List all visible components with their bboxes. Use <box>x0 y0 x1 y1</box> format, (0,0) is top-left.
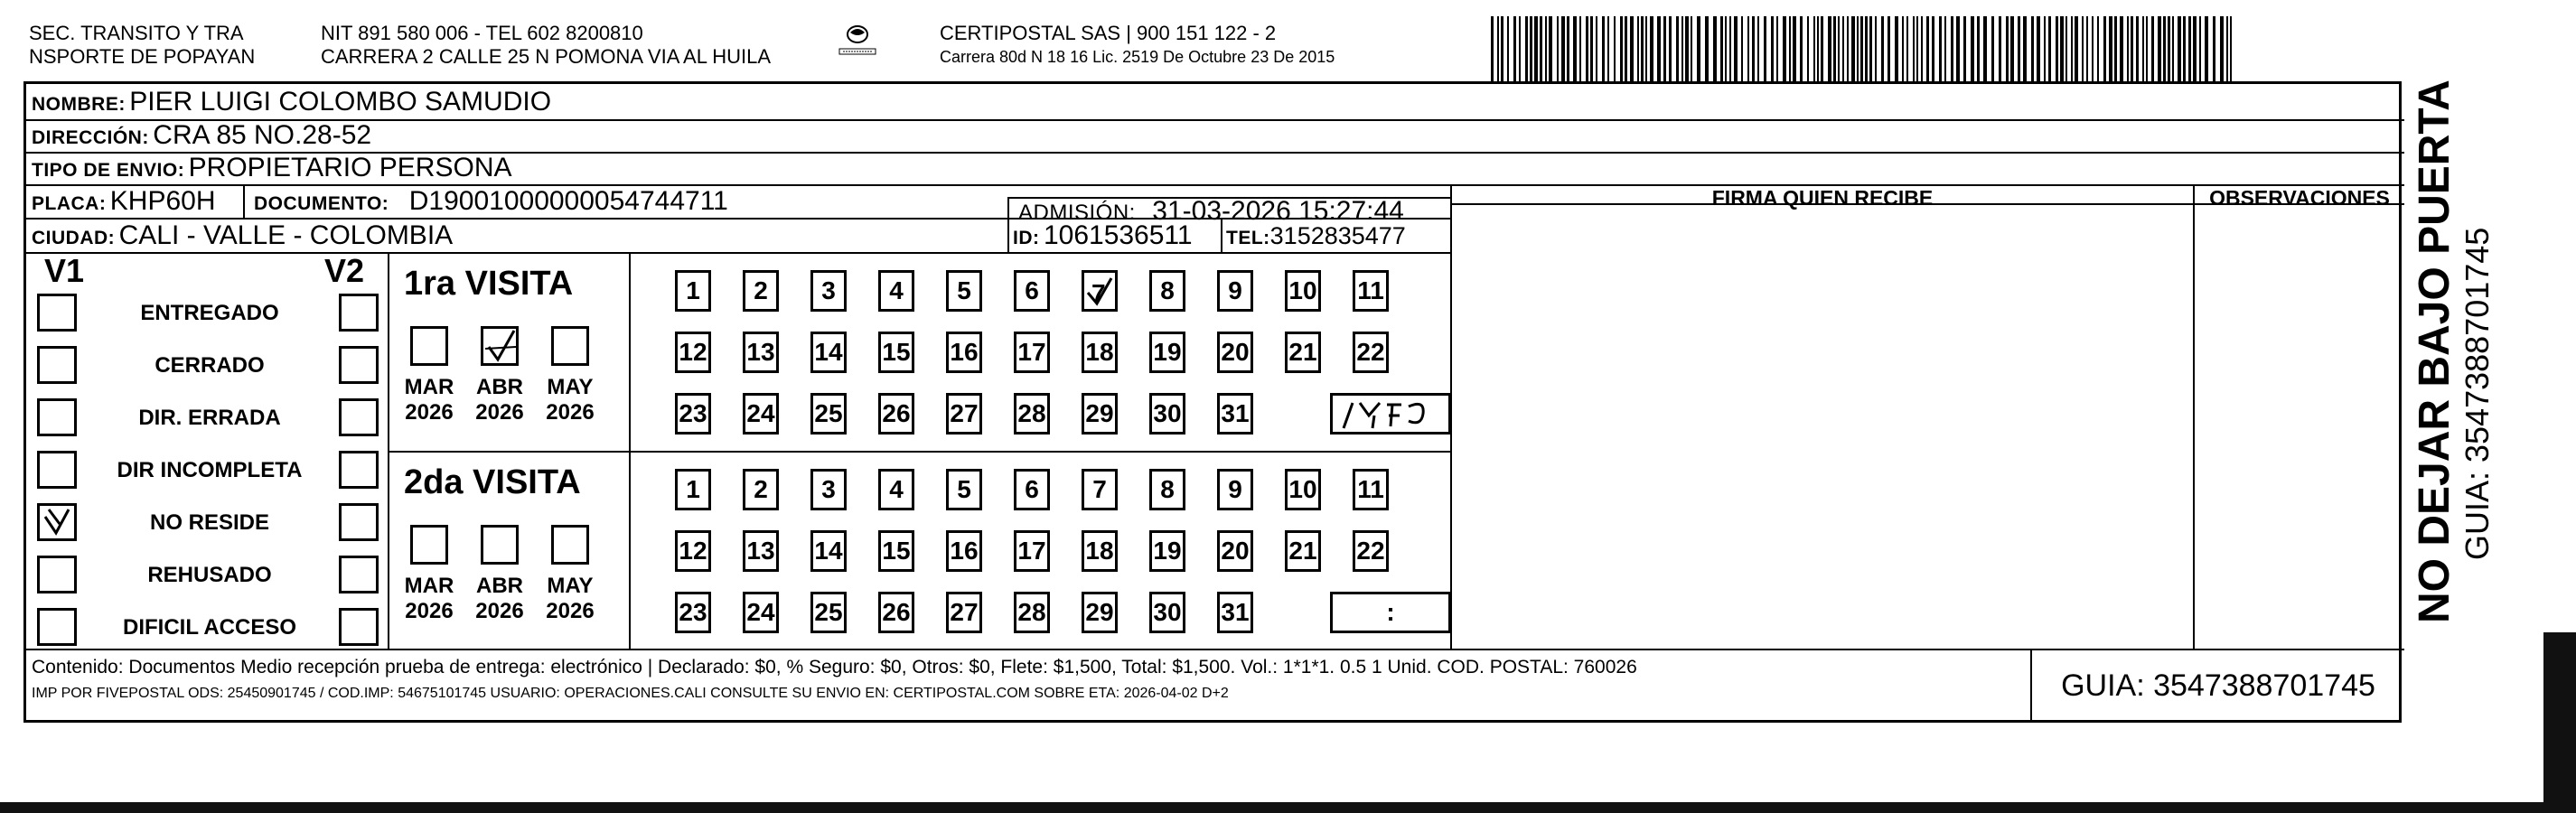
month-checkbox[interactable] <box>481 525 519 565</box>
tel-field <box>1226 220 1406 256</box>
barcode-bar <box>2226 16 2228 81</box>
barcode-bar <box>2065 16 2067 81</box>
barcode-bar <box>2010 16 2014 81</box>
barcode-bar <box>2097 16 2099 81</box>
status-v2-checkbox[interactable] <box>339 608 379 646</box>
barcode-bar <box>1641 16 1644 81</box>
barcode-bar <box>1783 16 1786 81</box>
day-box[interactable]: 27 <box>946 592 982 633</box>
month-name: MAR <box>404 574 454 598</box>
sender-name <box>29 22 255 69</box>
barcode-bar <box>2172 16 2174 81</box>
month-name: MAY <box>547 574 594 598</box>
barcode-bar <box>1519 16 1521 81</box>
status-label: DIR. ERRADA <box>138 406 281 430</box>
day-box[interactable]: 26 <box>878 393 914 435</box>
barcode-bar <box>1921 16 1923 81</box>
day-box[interactable]: 24 <box>743 393 779 435</box>
status-label: DIFICIL ACCESO <box>122 615 296 640</box>
month-label <box>542 375 598 425</box>
day-box[interactable]: 15 <box>878 530 914 572</box>
month-label <box>542 574 598 624</box>
month-name: MAR <box>404 375 454 399</box>
barcode-bar <box>1807 16 1809 81</box>
scan-edge <box>2543 632 2576 813</box>
plate-field <box>32 186 216 221</box>
barcode-bar <box>1906 16 1908 81</box>
barcode-bar <box>1764 16 1766 81</box>
id-field <box>1013 220 1193 256</box>
day-box[interactable]: 31 <box>1217 592 1253 633</box>
tel-label: TEL: <box>1226 228 1270 248</box>
barcode-bar <box>1734 16 1738 81</box>
day-box[interactable]: 19 <box>1149 332 1185 373</box>
content-line: Contenido: Documentos Medio recepción prueba de entrega: electrónico | Declarado: $0, % Seguro: $0, Otros: $0, Flete: $1,500, Total: $1,500. Vol.: 1*1*1. 0.5 1 Unid. COD. POSTAL: 760026 <box>32 657 1637 678</box>
day-box[interactable]: 21 <box>1285 530 1321 572</box>
barcode-bar <box>1586 16 1588 81</box>
status-v2-checkbox[interactable] <box>339 503 379 541</box>
barcode-bar <box>2060 16 2064 81</box>
day-box[interactable]: 18 <box>1082 530 1118 572</box>
month-year: 2026 <box>546 400 595 425</box>
day-box[interactable]: 18 <box>1082 332 1118 373</box>
day-box[interactable]: 24 <box>743 592 779 633</box>
barcode-bar <box>1590 16 1593 81</box>
barcode-bar <box>1596 16 1597 81</box>
barcode-bar <box>2048 16 2051 81</box>
day-box[interactable]: 6 <box>1014 270 1050 312</box>
day-box[interactable]: 14 <box>810 530 847 572</box>
barcode-bar <box>2146 16 2148 81</box>
barcode-bar <box>1607 16 1609 81</box>
barcode-bar <box>1747 16 1749 81</box>
barcode-bar <box>1789 16 1791 81</box>
barcode-bar <box>1851 16 1855 81</box>
barcode-bar <box>2188 16 2191 81</box>
day-box[interactable]: 5 <box>946 469 982 510</box>
barcode-bar <box>1956 16 1960 81</box>
day-box[interactable]: 12 <box>675 332 711 373</box>
barcode-bar <box>1860 16 1863 81</box>
barcode-bar <box>1663 16 1666 81</box>
visit2-title: 2da VISITA <box>404 463 581 501</box>
company-line: CERTIPOSTAL SAS | 900 151 122 - 2 <box>940 22 1277 44</box>
day-box[interactable]: 17 <box>1014 332 1050 373</box>
day-box[interactable]: 1 <box>675 469 711 510</box>
barcode-bar <box>1530 16 1532 81</box>
barcode-bar <box>2178 16 2181 81</box>
day-box[interactable]: 19 <box>1149 530 1185 572</box>
barcode-bar <box>2044 16 2046 81</box>
barcode-bar <box>1645 16 1647 81</box>
barcode-bar <box>1821 16 1823 81</box>
month-label <box>472 574 528 624</box>
status-label: REHUSADO <box>147 563 272 587</box>
day-box[interactable]: 12 <box>675 530 711 572</box>
status-label: DIR INCOMPLETA <box>117 458 303 482</box>
barcode-bar <box>2006 16 2009 81</box>
barcode-bar <box>1630 16 1634 81</box>
barcode-bar <box>2142 16 2144 81</box>
day-box[interactable]: 16 <box>946 332 982 373</box>
barcode-bar <box>1720 16 1723 81</box>
month-year: 2026 <box>475 400 524 425</box>
shipment-type-field <box>32 153 512 188</box>
barcode-bar <box>1944 16 1946 81</box>
city-label: CIUDAD: <box>32 228 116 248</box>
signature-header: FIRMA QUIEN RECIBE <box>1711 186 1934 210</box>
certipostal-logo-icon <box>836 20 879 63</box>
status-v1-checkbox[interactable] <box>37 346 77 384</box>
address-line: CARRERA 2 CALLE 25 N POMONA VIA AL HUILA <box>321 45 772 68</box>
shipment-type-label: TIPO DE ENVIO: <box>32 160 185 181</box>
status-v1-checkbox[interactable] <box>37 451 77 489</box>
barcode-icon <box>1491 16 2234 81</box>
day-box[interactable]: 15 <box>878 332 914 373</box>
day-box[interactable]: 10 <box>1285 469 1321 510</box>
barcode-bar <box>1713 16 1717 81</box>
no-dejar-warning: NO DEJAR BAJO PUERTA <box>2411 79 2459 623</box>
barcode-bar <box>2103 16 2106 81</box>
plate-value: KHP60H <box>109 186 216 216</box>
month-checkbox[interactable] <box>410 326 448 366</box>
barcode-bar <box>2127 16 2129 81</box>
barcode-bar <box>1567 16 1569 81</box>
month-year: 2026 <box>405 400 454 425</box>
barcode-bar <box>2023 16 2027 81</box>
status-v1-checkbox[interactable] <box>37 608 77 646</box>
month-name: ABR <box>476 375 523 399</box>
day-box[interactable]: 31 <box>1217 393 1253 435</box>
barcode-bar <box>1971 16 1974 81</box>
barcode-bar <box>1817 16 1819 81</box>
day-box[interactable]: 20 <box>1217 332 1253 373</box>
day-box[interactable]: 9 <box>1217 270 1253 312</box>
day-box[interactable]: 23 <box>675 592 711 633</box>
nit-line: NIT 891 580 006 - TEL 602 8200810 <box>321 22 643 44</box>
barcode-bar <box>1776 16 1778 81</box>
month-label <box>472 375 528 425</box>
barcode-bar <box>1842 16 1844 81</box>
barcode-bar <box>1888 16 1890 81</box>
barcode-bar <box>2230 16 2232 81</box>
barcode-bar <box>1681 16 1683 81</box>
id-label: ID: <box>1013 228 1040 248</box>
barcode-bar <box>2136 16 2139 81</box>
barcode-bar <box>1614 16 1616 81</box>
scan-bottom-edge <box>0 802 2576 813</box>
barcode-bar <box>1752 16 1755 81</box>
month-name: ABR <box>476 574 523 598</box>
barcode-bar <box>1913 16 1915 81</box>
barcode-bar <box>1847 16 1849 81</box>
barcode-bar <box>1625 16 1627 81</box>
barcode-bar <box>2075 16 2078 81</box>
name-value: PIER LUIGI COLOMBO SAMUDIO <box>129 87 552 117</box>
barcode-bar <box>2205 16 2208 81</box>
month-checkbox[interactable] <box>481 326 519 366</box>
day-box[interactable]: 13 <box>743 332 779 373</box>
side-guia: GUIA: 3547388701745 <box>2459 227 2496 560</box>
day-box[interactable]: 30 <box>1149 393 1185 435</box>
barcode-bar <box>1991 16 1994 81</box>
day-box[interactable]: 30 <box>1149 592 1185 633</box>
day-box[interactable]: 3 <box>810 270 847 312</box>
barcode-bar <box>1497 16 1499 81</box>
barcode-bar <box>2163 16 2166 81</box>
barcode-bar <box>1729 16 1731 81</box>
name-field <box>32 87 551 122</box>
status-v2-checkbox[interactable] <box>339 346 379 384</box>
barcode-bar <box>1939 16 1942 81</box>
barcode-bar <box>2056 16 2058 81</box>
month-year: 2026 <box>546 599 595 623</box>
day-box[interactable]: 7 <box>1082 469 1118 510</box>
time-box[interactable]: : <box>1330 592 1451 633</box>
barcode-bar <box>1573 16 1577 81</box>
status-label: NO RESIDE <box>149 510 270 535</box>
guia-box: GUIA: 3547388701745 <box>2061 668 2375 703</box>
barcode-bar <box>1757 16 1759 81</box>
status-label: CERRADO <box>155 353 265 378</box>
barcode-bar <box>1545 16 1547 81</box>
day-box[interactable]: 22 <box>1353 530 1389 572</box>
barcode-bar <box>2071 16 2073 81</box>
day-box[interactable]: 17 <box>1014 530 1050 572</box>
month-checkbox[interactable] <box>551 326 589 366</box>
barcode-bar <box>2114 16 2117 81</box>
name-label: NOMBRE: <box>32 94 126 115</box>
barcode-bar <box>2193 16 2197 81</box>
day-box[interactable]: 8 <box>1149 270 1185 312</box>
barcode-bar <box>1705 16 1709 81</box>
address-field <box>32 120 371 155</box>
sender-line-2: NSPORTE DE POPAYAN <box>29 45 256 68</box>
barcode-bar <box>1637 16 1639 81</box>
address-value: CRA 85 NO.28-52 <box>153 120 372 150</box>
barcode-bar <box>1669 16 1672 81</box>
barcode-bar <box>1926 16 1929 81</box>
barcode-bar <box>1549 16 1552 81</box>
v2-label: V2 <box>324 252 365 289</box>
observations-area[interactable] <box>2195 205 2403 648</box>
barcode-bar <box>2199 16 2201 81</box>
day-box[interactable]: 4 <box>878 270 914 312</box>
barcode-bar <box>1557 16 1559 81</box>
barcode-bar <box>2151 16 2154 81</box>
barcode-bar <box>1657 16 1661 81</box>
day-box[interactable]: 26 <box>878 592 914 633</box>
barcode-bar <box>1676 16 1679 81</box>
status-v1-checkbox[interactable] <box>37 556 77 593</box>
status-v2-checkbox[interactable] <box>339 294 379 332</box>
visit1-title: 1ra VISITA <box>404 265 574 303</box>
barcode-bar <box>1507 16 1509 81</box>
barcode-bar <box>2018 16 2020 81</box>
day-box[interactable]: 10 <box>1285 270 1321 312</box>
day-box[interactable]: 14 <box>810 332 847 373</box>
status-v2-checkbox[interactable] <box>339 556 379 593</box>
barcode-bar <box>2031 16 2034 81</box>
day-box[interactable]: 11 <box>1353 469 1389 510</box>
barcode-bar <box>2086 16 2088 81</box>
barcode-bar <box>1865 16 1868 81</box>
sender-address <box>321 22 771 69</box>
barcode-bar <box>1813 16 1815 81</box>
day-box[interactable]: 23 <box>675 393 711 435</box>
barcode-bar <box>1579 16 1581 81</box>
barcode-bar <box>2168 16 2170 81</box>
barcode-bar <box>1828 16 1831 81</box>
barcode-bar <box>1691 16 1692 81</box>
v1-label: V1 <box>44 252 85 289</box>
day-box[interactable]: 20 <box>1217 530 1253 572</box>
day-box[interactable]: 29 <box>1082 592 1118 633</box>
address-label: DIRECCIÓN: <box>32 127 149 148</box>
barcode-bar <box>1741 16 1743 81</box>
status-v2-checkbox[interactable] <box>339 451 379 489</box>
month-name: MAY <box>547 375 594 399</box>
barcode-bar <box>1902 16 1904 81</box>
barcode-bar <box>2109 16 2112 81</box>
month-year: 2026 <box>475 599 524 623</box>
admission-value: 31-03-2026 15:27:44 <box>1152 196 1404 226</box>
day-box[interactable]: 9 <box>1217 469 1253 510</box>
barcode-bar <box>1501 16 1503 81</box>
barcode-bar <box>1650 16 1653 81</box>
barcode-bar <box>1534 16 1538 81</box>
status-v1-checkbox[interactable] <box>37 503 77 541</box>
month-year: 2026 <box>405 599 454 623</box>
day-box[interactable]: 2 <box>743 270 779 312</box>
document-value: D19001000000054744711 <box>408 186 728 216</box>
day-box[interactable]: 25 <box>810 592 847 633</box>
day-box[interactable]: 25 <box>810 393 847 435</box>
barcode-bar <box>2120 16 2123 81</box>
barcode-bar <box>1838 16 1840 81</box>
day-box[interactable]: 8 <box>1149 469 1185 510</box>
observations-header: OBSERVACIONES <box>2209 186 2390 210</box>
barcode-bar <box>2082 16 2084 81</box>
barcode-bar <box>1833 16 1836 81</box>
barcode-bar <box>2213 16 2215 81</box>
id-value: 1061536511 <box>1043 220 1193 250</box>
day-box[interactable]: 4 <box>878 469 914 510</box>
plate-label: PLACA: <box>32 193 107 214</box>
day-box[interactable]: 21 <box>1285 332 1321 373</box>
status-v2-checkbox[interactable] <box>339 398 379 436</box>
barcode-bar <box>1725 16 1727 81</box>
day-box[interactable]: 5 <box>946 270 982 312</box>
barcode-bar <box>1869 16 1872 81</box>
barcode-bar <box>1977 16 1980 81</box>
day-box[interactable]: 28 <box>1014 592 1050 633</box>
day-box[interactable]: 16 <box>946 530 982 572</box>
month-label <box>401 574 457 624</box>
barcode-bar <box>1999 16 2001 81</box>
day-box[interactable]: 29 <box>1082 393 1118 435</box>
barcode-bar <box>1697 16 1700 81</box>
barcode-bar <box>1800 16 1803 81</box>
status-label: ENTREGADO <box>140 301 279 325</box>
license-line: Carrera 80d N 18 16 Lic. 2519 De Octubre 23 De 2015 <box>940 48 1335 66</box>
barcode-bar <box>1983 16 1987 81</box>
city-value: CALI - VALLE - COLOMBIA <box>118 220 454 250</box>
day-box[interactable]: 11 <box>1353 270 1389 312</box>
status-v1-checkbox[interactable] <box>37 398 77 436</box>
barcode-bar <box>2158 16 2161 81</box>
barcode-bar <box>1685 16 1689 81</box>
day-box[interactable]: 22 <box>1353 332 1389 373</box>
document-label: DOCUMENTO: <box>254 193 389 214</box>
day-box[interactable]: 13 <box>743 530 779 572</box>
barcode-bar <box>1951 16 1953 81</box>
month-checkbox[interactable] <box>410 525 448 565</box>
status-v1-checkbox[interactable] <box>37 294 77 332</box>
barcode-bar <box>1857 16 1859 81</box>
tel-value: 3152835477 <box>1269 222 1406 249</box>
time-box[interactable] <box>1330 393 1451 435</box>
barcode-bar <box>1963 16 1966 81</box>
document-field <box>254 186 728 221</box>
barcode-bar <box>1491 16 1494 81</box>
month-label <box>401 375 457 425</box>
barcode-bar <box>1540 16 1542 81</box>
day-box[interactable] <box>1082 270 1118 312</box>
barcode-bar <box>1875 16 1877 81</box>
day-box[interactable]: 27 <box>946 393 982 435</box>
day-box[interactable]: 3 <box>810 469 847 510</box>
delivery-form <box>23 81 2402 723</box>
barcode-bar <box>1793 16 1796 81</box>
admission-label: ADMISIÓN: <box>1018 201 1136 225</box>
barcode-bar <box>1602 16 1605 81</box>
shipment-type-value: PROPIETARIO PERSONA <box>188 153 512 182</box>
month-checkbox[interactable] <box>551 525 589 565</box>
barcode-bar <box>1916 16 1918 81</box>
barcode-bar <box>1881 16 1884 81</box>
barcode-bar <box>2220 16 2224 81</box>
barcode-bar <box>1895 16 1898 81</box>
barcode-bar <box>2183 16 2186 81</box>
barcode-bar <box>1525 16 1528 81</box>
barcode-bar <box>1561 16 1565 81</box>
day-box[interactable]: 6 <box>1014 469 1050 510</box>
barcode-bar <box>1771 16 1774 81</box>
sender-line-1: SEC. TRANSITO Y TRA <box>29 22 244 44</box>
day-box[interactable]: 28 <box>1014 393 1050 435</box>
signature-area[interactable] <box>1452 205 2193 648</box>
barcode-bar <box>1513 16 1516 81</box>
barcode-bar <box>1932 16 1934 81</box>
city-field <box>32 220 453 256</box>
company-block <box>940 22 1335 69</box>
day-box[interactable]: 1 <box>675 270 711 312</box>
svg-text:7: 7 <box>1091 279 1106 307</box>
barcode-bar <box>2092 16 2094 81</box>
imp-line: IMP POR FIVEPOSTAL ODS: 25450901745 / COD.IMP: 54675101745 USUARIO: OPERACIONES.CALI CONSULTE SU ENVIO EN: CERTIPOSTAL.COM SOBRE ETA: 2026-04-02 D+2 <box>32 686 1229 701</box>
day-box[interactable]: 2 <box>743 469 779 510</box>
barcode-bar <box>2131 16 2133 81</box>
barcode-bar <box>1620 16 1623 81</box>
barcode-bar <box>2037 16 2040 81</box>
